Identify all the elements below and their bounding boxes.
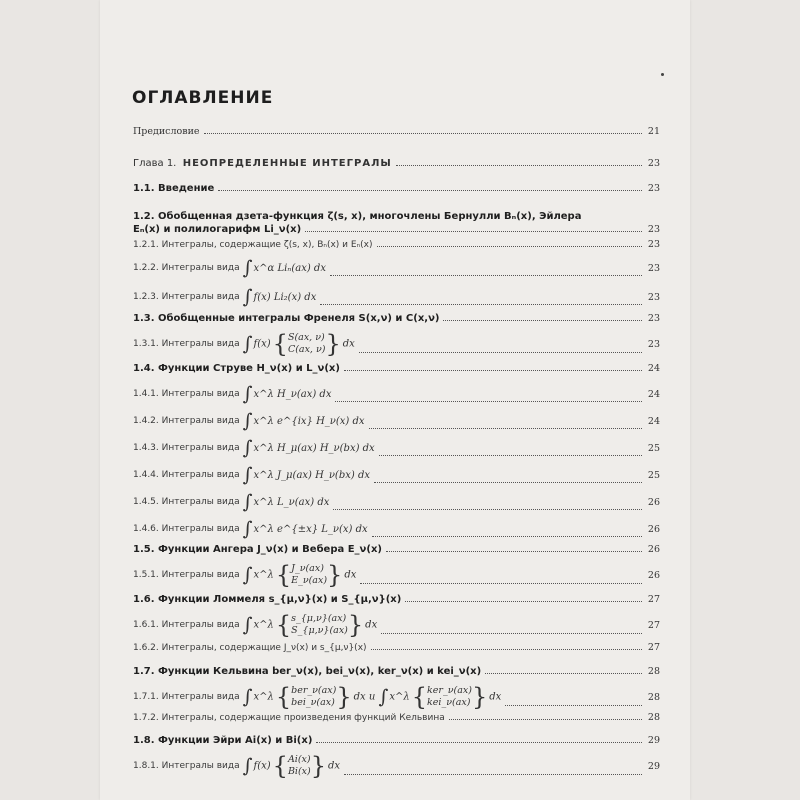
toc-entry-1-2-2[interactable]: 1.2.2. Интегралы вида ∫x^α Liₙ(ax) dx 23 bbox=[133, 257, 660, 279]
toc-entry-1-6[interactable]: 1.6. Функции Ломмеля s_{μ,ν}(x) и S_{μ,ν}(x) 27 bbox=[133, 594, 660, 605]
toc-entry-1-8-1[interactable]: 1.8.1. Интегралы вида ∫f(x) { Ai(x) Bi(x) } dx 29 bbox=[133, 752, 660, 780]
toc-heading: ОГЛАВЛЕНИЕ bbox=[132, 88, 274, 108]
toc-entry-1-4-1[interactable]: 1.4.1. Интегралы вида ∫x^λ H_ν(ax) dx 24 bbox=[133, 383, 660, 405]
toc-entry-1-1[interactable]: 1.1. Введение 23 bbox=[133, 183, 660, 194]
toc-entry-1-2-line2[interactable]: Eₙ(x) и полилогарифм Li_ν(x) 23 bbox=[133, 224, 660, 235]
toc-entry-1-4-2[interactable]: 1.4.2. Интегралы вида ∫x^λ e^{ix} H_ν(x) dx 24 bbox=[133, 410, 660, 432]
toc-entry-1-4-3[interactable]: 1.4.3. Интегралы вида ∫x^λ H_μ(ax) H_ν(bx) dx 25 bbox=[133, 437, 660, 459]
toc-entry-1-4[interactable]: 1.4. Функции Струве H_ν(x) и L_ν(x) 24 bbox=[133, 363, 660, 374]
toc-entry-1-7-2[interactable]: 1.7.2. Интегралы, содержащие произведения функций Кельвина 28 bbox=[133, 712, 660, 723]
toc-entry-1-6-2[interactable]: 1.6.2. Интегралы, содержащие J_ν(x) и s_{μ,ν}(x) 27 bbox=[133, 642, 660, 653]
toc-entry-1-3-1[interactable]: 1.3.1. Интегралы вида ∫f(x) { S(ax, ν) C(ax, ν) } dx 23 bbox=[133, 330, 660, 358]
toc-entry-1-8[interactable]: 1.8. Функции Эйри Ai(x) и Bi(x) 29 bbox=[133, 735, 660, 746]
toc-entry-1-2-line1[interactable]: 1.2. Обобщенная дзета-функция ζ(s, x), многочлены Бернулли Bₙ(x), Эйлера bbox=[133, 211, 582, 222]
toc-entry-chapter-1[interactable]: Глава 1. НЕОПРЕДЕЛЕННЫЕ ИНТЕГРАЛЫ 23 bbox=[133, 158, 660, 169]
ink-mark bbox=[661, 73, 664, 76]
toc-entry-1-2-3[interactable]: 1.2.3. Интегралы вида ∫f(x) Li₂(x) dx 23 bbox=[133, 286, 660, 308]
toc-entry-1-7-1[interactable]: 1.7.1. Интегралы вида ∫x^λ { ber_ν(ax) bei_ν(ax) } dx и ∫x^λ { ker_ν(ax) kei_ν(ax) } dx 28 bbox=[133, 683, 660, 711]
toc-entry-1-7[interactable]: 1.7. Функции Кельвина ber_ν(x), bei_ν(x), ker_ν(x) и kei_ν(x) 28 bbox=[133, 666, 660, 677]
toc-entry-1-4-6[interactable]: 1.4.6. Интегралы вида ∫x^λ e^{±x} L_ν(x) dx 26 bbox=[133, 518, 660, 540]
toc-entry-1-4-4[interactable]: 1.4.4. Интегралы вида ∫x^λ J_μ(ax) H_ν(bx) dx 25 bbox=[133, 464, 660, 486]
toc-entry-1-3[interactable]: 1.3. Обобщенные интегралы Френеля S(x,ν) и C(x,ν) 23 bbox=[133, 313, 660, 324]
toc-entry-preface[interactable]: Предисловие 21 bbox=[133, 126, 660, 137]
toc-entry-1-4-5[interactable]: 1.4.5. Интегралы вида ∫x^λ L_ν(ax) dx 26 bbox=[133, 491, 660, 513]
toc-entry-1-5[interactable]: 1.5. Функции Ангера J_ν(x) и Вебера E_ν(x) 26 bbox=[133, 544, 660, 555]
toc-entry-1-6-1[interactable]: 1.6.1. Интегралы вида ∫x^λ { s_{μ,ν}(ax) S_{μ,ν}(ax) } dx 27 bbox=[133, 611, 660, 639]
toc-entry-1-5-1[interactable]: 1.5.1. Интегралы вида ∫x^λ { J_ν(ax) E_ν(ax) } dx 26 bbox=[133, 561, 660, 589]
toc-entry-1-2-1[interactable]: 1.2.1. Интегралы, содержащие ζ(s, x), Bₙ(x) и Eₙ(x) 23 bbox=[133, 239, 660, 250]
